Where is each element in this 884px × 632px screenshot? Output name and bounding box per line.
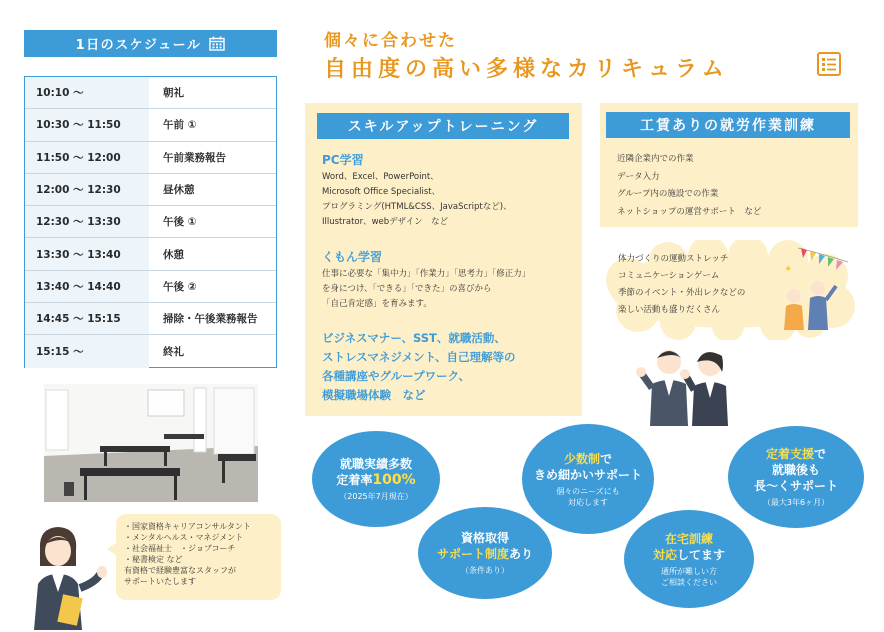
qualification-highlight: サポート制度 bbox=[436, 547, 509, 561]
pc-line: Word、Excel、PowerPoint、 bbox=[322, 172, 439, 182]
skill-training-box bbox=[305, 103, 582, 416]
business-courses bbox=[322, 329, 516, 405]
remote-suffix: してます bbox=[677, 547, 726, 562]
classroom-photo bbox=[44, 384, 258, 502]
page-subtitle: 個々に合わせた bbox=[324, 31, 457, 51]
small-class-note1: 個々のニーズにも bbox=[556, 486, 620, 496]
schedule-time: 13:40 〜 14:40 bbox=[25, 271, 149, 302]
remote-line2 bbox=[653, 547, 725, 563]
staff-line: ・社会福祉士 ・ジョブコーチ bbox=[124, 544, 236, 553]
qualification-note: （条件あり） bbox=[461, 566, 509, 575]
retention-support-circle bbox=[728, 426, 864, 528]
calendar-icon bbox=[209, 36, 225, 51]
staff-line: ・国家資格キャリアコンサルタント bbox=[124, 522, 251, 531]
remote-training-circle bbox=[624, 510, 754, 608]
schedule-event: 掃除・午後業務報告 bbox=[163, 313, 258, 326]
list-item: 近隣企業内での作業 bbox=[617, 154, 694, 164]
retention-suffix: で bbox=[814, 447, 827, 461]
small-class-highlight: 少数制 bbox=[563, 451, 600, 466]
small-class-note2: 対応します bbox=[568, 497, 608, 507]
retention-line1 bbox=[766, 446, 826, 462]
pc-description bbox=[322, 170, 512, 230]
schedule-event: 終礼 bbox=[163, 346, 184, 359]
staff-line: ・メンタルヘルス・マネジメント bbox=[124, 533, 244, 542]
schedule-time: 11:50 〜 12:00 bbox=[25, 142, 149, 173]
paid-work-list bbox=[617, 151, 761, 221]
staff-line: サポートいたします bbox=[124, 577, 196, 586]
results-line2 bbox=[336, 472, 415, 488]
table-row bbox=[25, 109, 276, 141]
schedule-time: 10:10 〜 bbox=[25, 77, 149, 108]
qualification-line2 bbox=[437, 546, 533, 562]
employment-results-circle bbox=[312, 431, 440, 527]
pc-heading: PC学習 bbox=[322, 153, 364, 167]
remote-highlight2: 対応 bbox=[652, 547, 677, 562]
business-line: 模擬職場体験 など bbox=[322, 388, 426, 402]
small-class-circle bbox=[522, 424, 654, 534]
kumon-line: 仕事に必要な「集中力」「作業力」「思考力」「修正力」 bbox=[322, 269, 531, 279]
staff-speech-bubble bbox=[116, 514, 281, 600]
remote-line1 bbox=[665, 531, 713, 547]
business-line: ビジネスマナー、SST、就職活動、 bbox=[322, 331, 506, 345]
results-note: （2025年7月現在） bbox=[339, 492, 413, 501]
schedule-time: 13:30 〜 13:40 bbox=[25, 238, 149, 269]
table-row bbox=[25, 238, 276, 270]
schedule-time: 15:15 〜 bbox=[25, 335, 149, 367]
remote-note2: ご相談ください bbox=[661, 577, 717, 587]
schedule-event: 午前業務報告 bbox=[163, 151, 226, 164]
qualification-suffix: あり bbox=[509, 547, 534, 561]
retention-line3: 長〜くサポート bbox=[753, 479, 838, 493]
table-row bbox=[25, 303, 276, 335]
schedule-table bbox=[24, 76, 277, 368]
table-row bbox=[25, 335, 276, 367]
page-title: 自由度の高い多様なカリキュラム bbox=[324, 57, 729, 82]
retention-note: （最大3年6ヶ月） bbox=[762, 498, 830, 507]
schedule-time: 12:30 〜 13:30 bbox=[25, 206, 149, 237]
pc-line: プログラミング(HTML&CSS、JavaScriptなど)、 bbox=[322, 202, 512, 212]
activity-line: 楽しい活動も盛りだくさん bbox=[618, 305, 721, 315]
staff-illustration bbox=[26, 522, 116, 630]
paid-work-tag: 工賃ありの就労作業訓練 bbox=[606, 112, 850, 138]
schedule-event: 午後 ② bbox=[163, 280, 197, 293]
schedule-event: 朝礼 bbox=[163, 87, 184, 100]
kumon-heading: くもん学習 bbox=[322, 250, 383, 264]
qualification-circle bbox=[418, 507, 552, 599]
schedule-title: 1日のスケジュール bbox=[75, 38, 202, 53]
svg-text:✦: ✦ bbox=[784, 264, 793, 275]
table-row bbox=[25, 206, 276, 238]
activities-text bbox=[618, 251, 745, 319]
cheering-people-illustration bbox=[634, 342, 744, 426]
paid-work-box bbox=[600, 103, 858, 227]
activity-line: コミュニケーションゲーム bbox=[618, 271, 720, 281]
activity-line: 体力づくりの運動ストレッチ bbox=[618, 254, 729, 264]
schedule-event: 休憩 bbox=[163, 248, 184, 261]
small-class-suffix: で bbox=[600, 451, 613, 466]
retention-line2: 就職後も bbox=[771, 463, 820, 477]
results-prefix: 定着率 bbox=[336, 473, 373, 487]
qualification-line1: 資格取得 bbox=[460, 531, 509, 545]
kumon-description bbox=[322, 267, 530, 312]
pc-line: Illustrator、webデザイン など bbox=[322, 217, 449, 227]
schedule-time: 14:45 〜 15:15 bbox=[25, 303, 149, 334]
kumon-line: 「自己肯定感」を育みます。 bbox=[322, 299, 432, 309]
kumon-line: を身につけ、「できる」「できた」の喜びから bbox=[322, 284, 492, 294]
schedule-event: 昼休憩 bbox=[163, 184, 195, 197]
retention-highlight: 定着支援 bbox=[765, 447, 814, 461]
schedule-time: 12:00 〜 12:30 bbox=[25, 174, 149, 205]
business-line: ストレスマネジメント、自己理解等の bbox=[322, 350, 516, 364]
list-item: データ入力 bbox=[617, 171, 660, 182]
list-document-icon bbox=[816, 51, 842, 77]
staff-line: ・秘書検定 など bbox=[124, 555, 183, 564]
list-item: ネットショップの運営サポート など bbox=[617, 206, 762, 217]
small-class-line2: きめ細かいサポート bbox=[533, 467, 642, 482]
table-row bbox=[25, 77, 276, 109]
business-line: 各種講座やグループワーク、 bbox=[322, 369, 471, 383]
table-row bbox=[25, 142, 276, 174]
schedule-event: 午後 ① bbox=[163, 216, 197, 229]
schedule-title-bar bbox=[24, 30, 277, 57]
pc-line: Microsoft Office Specialist、 bbox=[322, 187, 441, 197]
small-class-line1 bbox=[564, 451, 612, 467]
table-row bbox=[25, 174, 276, 206]
skill-training-tag: スキルアップトレーニング bbox=[317, 113, 569, 139]
schedule-time: 10:30 〜 11:50 bbox=[25, 109, 149, 140]
table-row bbox=[25, 271, 276, 303]
staff-line: 有資格で経験豊富なスタッフが bbox=[124, 566, 236, 575]
activity-line: 季節のイベント・外出レクなどの bbox=[618, 288, 746, 298]
schedule-event: 午前 ① bbox=[163, 119, 197, 132]
list-item: グループ内の施設での作業 bbox=[617, 189, 719, 199]
remote-highlight: 在宅訓練 bbox=[664, 531, 713, 546]
remote-note1: 通所が難しい方 bbox=[661, 566, 717, 576]
results-line1: 就職実績多数 bbox=[339, 457, 412, 471]
retention-rate: 100% bbox=[372, 472, 416, 488]
